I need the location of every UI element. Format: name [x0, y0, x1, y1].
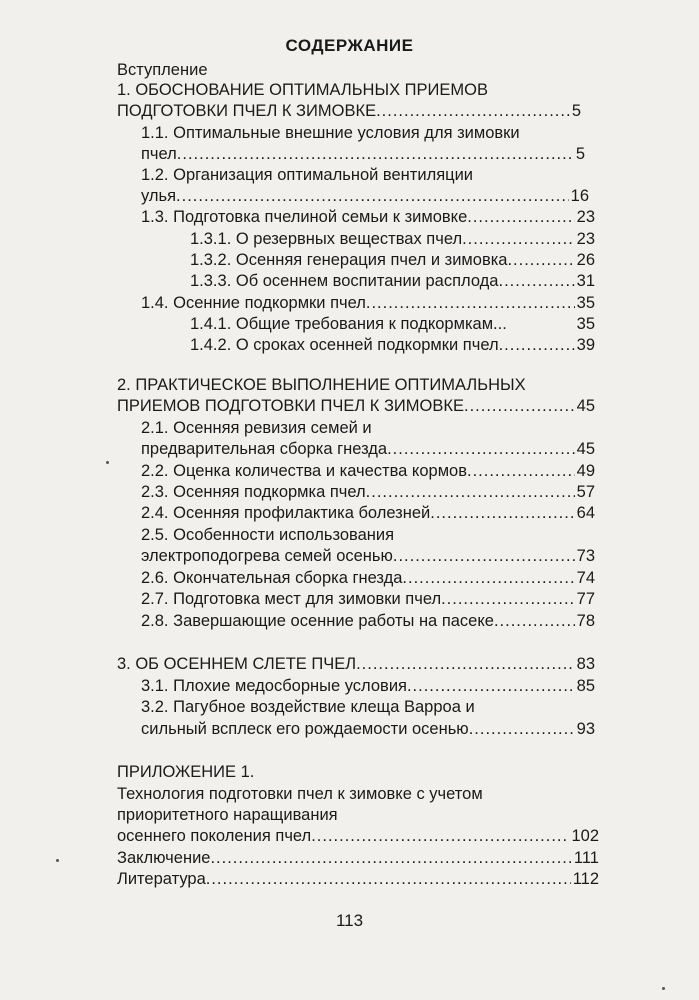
- toc-2-4-text: 2.4. Осенняя профилактика болезней .....: [141, 503, 575, 523]
- page-title: СОДЕРЖАНИЕ: [285, 36, 414, 55]
- section-3-entry: [117, 654, 595, 674]
- toc-1-3-2-entry: [190, 250, 595, 270]
- scan-speck: [56, 859, 59, 862]
- toc-1-2-page: 16: [570, 187, 589, 205]
- toc-1-3-3-text: 1.3.3. Об осеннем воспитании расплода .....: [190, 271, 575, 291]
- toc-2-2-page: 49: [576, 462, 595, 480]
- toc-2-6-page: 74: [576, 569, 595, 587]
- toc-2-7-page: 77: [576, 590, 595, 608]
- toc-2-3-page: 57: [576, 483, 595, 501]
- toc-2-8-page: 78: [576, 612, 595, 630]
- section-1-page: 5: [571, 102, 581, 120]
- appendix-line2: приоритетного наращивания: [117, 806, 338, 824]
- section-1-title: 1. ОБОСНОВАНИЕ ОПТИМАЛЬНЫХ ПРИЕМОВ: [117, 81, 488, 99]
- toc-1-3-2-page: 26: [576, 251, 595, 269]
- toc-1-1-page: 5: [575, 145, 585, 163]
- toc-2-1-page: 45: [576, 440, 595, 458]
- toc-1-4-entry: [141, 293, 595, 313]
- appendix-entry: [117, 826, 599, 846]
- toc-3-1-text: 3.1. Плохие медосборные условия .....: [141, 676, 575, 696]
- toc-2-4-page: 64: [576, 504, 595, 522]
- toc-3-1-page: 85: [576, 677, 595, 695]
- toc-1-2-entry: [141, 186, 589, 206]
- conclusion-entry: [117, 848, 599, 868]
- toc-1-3-3-entry: [190, 271, 595, 291]
- toc-1-1-line1: 1.1. Оптимальные внешние условия для зимовки: [141, 124, 520, 142]
- section-2-title-cont: ПРИЕМОВ ПОДГОТОВКИ ПЧЕЛ К ЗИМОВКЕ .....: [117, 396, 575, 416]
- toc-2-5-line2: электроподогрева семей осенью .....: [141, 546, 575, 566]
- toc-2-7-text: 2.7. Подготовка мест для зимовки пчел .....: [141, 589, 575, 609]
- toc-2-7-entry: [141, 589, 595, 609]
- toc-1-4-2-text: 1.4.2. О сроках осенней подкормки пчел .....: [190, 335, 575, 355]
- section-3-page: 83: [576, 655, 595, 673]
- toc-2-8-text: 2.8. Завершающие осенние работы на пасеке .....: [141, 611, 575, 631]
- conclusion-text: Заключение .....: [117, 848, 572, 868]
- scan-speck: [106, 461, 109, 464]
- toc-2-2-entry: [141, 461, 595, 481]
- section-3-title: 3. ОБ ОСЕННЕМ СЛЕТЕ ПЧЕЛ .....: [117, 654, 575, 674]
- toc-1-4-2-entry: [190, 335, 595, 355]
- toc-2-1-line2: предварительная сборка гнезда .....: [141, 439, 575, 459]
- appendix-line1: Технология подготовки пчел к зимовке с учетом: [117, 785, 483, 803]
- toc-1-1-line2: пчел .....: [141, 144, 574, 164]
- toc-2-1-line1: 2.1. Осенняя ревизия семей и: [141, 419, 372, 437]
- toc-2-6-entry: [141, 568, 595, 588]
- toc-1-4-1-page: 35: [576, 315, 595, 333]
- toc-1-4-1-text: 1.4.1. Общие требования к подкормкам...: [190, 315, 507, 333]
- section-1-entry: [117, 101, 581, 121]
- toc-1-3-3-page: 31: [576, 272, 595, 290]
- toc-2-5-entry: [141, 546, 595, 566]
- toc-2-1-entry: [141, 439, 595, 459]
- toc-3-2-line1: 3.2. Пагубное воздействие клеща Варроа и: [141, 698, 475, 716]
- appendix-page: 102: [571, 827, 599, 845]
- toc-2-2-text: 2.2. Оценка количества и качества кормов .....: [141, 461, 575, 481]
- toc-3-2-line2: сильный всплеск его рождаемости осенью .....: [141, 719, 575, 739]
- literature-page: 112: [572, 870, 599, 888]
- toc-1-3-entry: [141, 207, 595, 227]
- toc-1-2-line2: улья .....: [141, 186, 569, 206]
- section-1-title-cont: ПОДГОТОВКИ ПЧЕЛ К ЗИМОВКЕ .....: [117, 101, 570, 121]
- toc-1-4-2-page: 39: [576, 336, 595, 354]
- toc-2-4-entry: [141, 503, 595, 523]
- section-2-title: 2. ПРАКТИЧЕСКОЕ ВЫПОЛНЕНИЕ ОПТИМАЛЬНЫХ: [117, 376, 526, 394]
- toc-3-2-page: 93: [576, 720, 595, 738]
- toc-2-6-text: 2.6. Окончательная сборка гнезда .....: [141, 568, 575, 588]
- toc-1-4-text: 1.4. Осенние подкормки пчел .....: [141, 293, 575, 313]
- scan-speck: [662, 987, 665, 990]
- toc-intro: Вступление: [117, 61, 208, 79]
- toc-2-8-entry: [141, 611, 595, 631]
- toc-1-3-page: 23: [576, 208, 595, 226]
- literature-text: Литература .....: [117, 869, 571, 889]
- page-number: 113: [335, 911, 364, 930]
- toc-2-5-line1: 2.5. Особенности использования: [141, 526, 395, 544]
- toc-1-3-1-entry: [190, 229, 595, 249]
- toc-1-2-line1: 1.2. Организация оптимальной вентиляции: [141, 166, 474, 184]
- toc-2-3-entry: [141, 482, 595, 502]
- toc-1-3-2-text: 1.3.2. Осенняя генерация пчел и зимовка .....: [190, 250, 575, 270]
- literature-entry: [117, 869, 599, 889]
- section-2-page: 45: [576, 397, 595, 415]
- toc-1-3-text: 1.3. Подготовка пчелиной семьи к зимовке .....: [141, 207, 575, 227]
- toc-2-5-page: 73: [576, 547, 595, 565]
- toc-1-3-1-page: 23: [576, 230, 595, 248]
- toc-1-4-page: 35: [576, 294, 595, 312]
- toc-3-2-entry: [141, 719, 595, 739]
- section-2-entry: [117, 396, 595, 416]
- toc-1-4-1-entry: [190, 314, 595, 334]
- conclusion-page: 111: [573, 849, 599, 867]
- appendix-heading: ПРИЛОЖЕНИЕ 1.: [117, 763, 255, 781]
- appendix-line3: осеннего поколения пчел .....: [117, 826, 569, 846]
- toc-3-1-entry: [141, 676, 595, 696]
- toc-2-3-text: 2.3. Осенняя подкормка пчел .....: [141, 482, 575, 502]
- toc-1-3-1-text: 1.3.1. О резервных веществах пчел .....: [190, 229, 575, 249]
- toc-1-1-entry: [141, 144, 585, 164]
